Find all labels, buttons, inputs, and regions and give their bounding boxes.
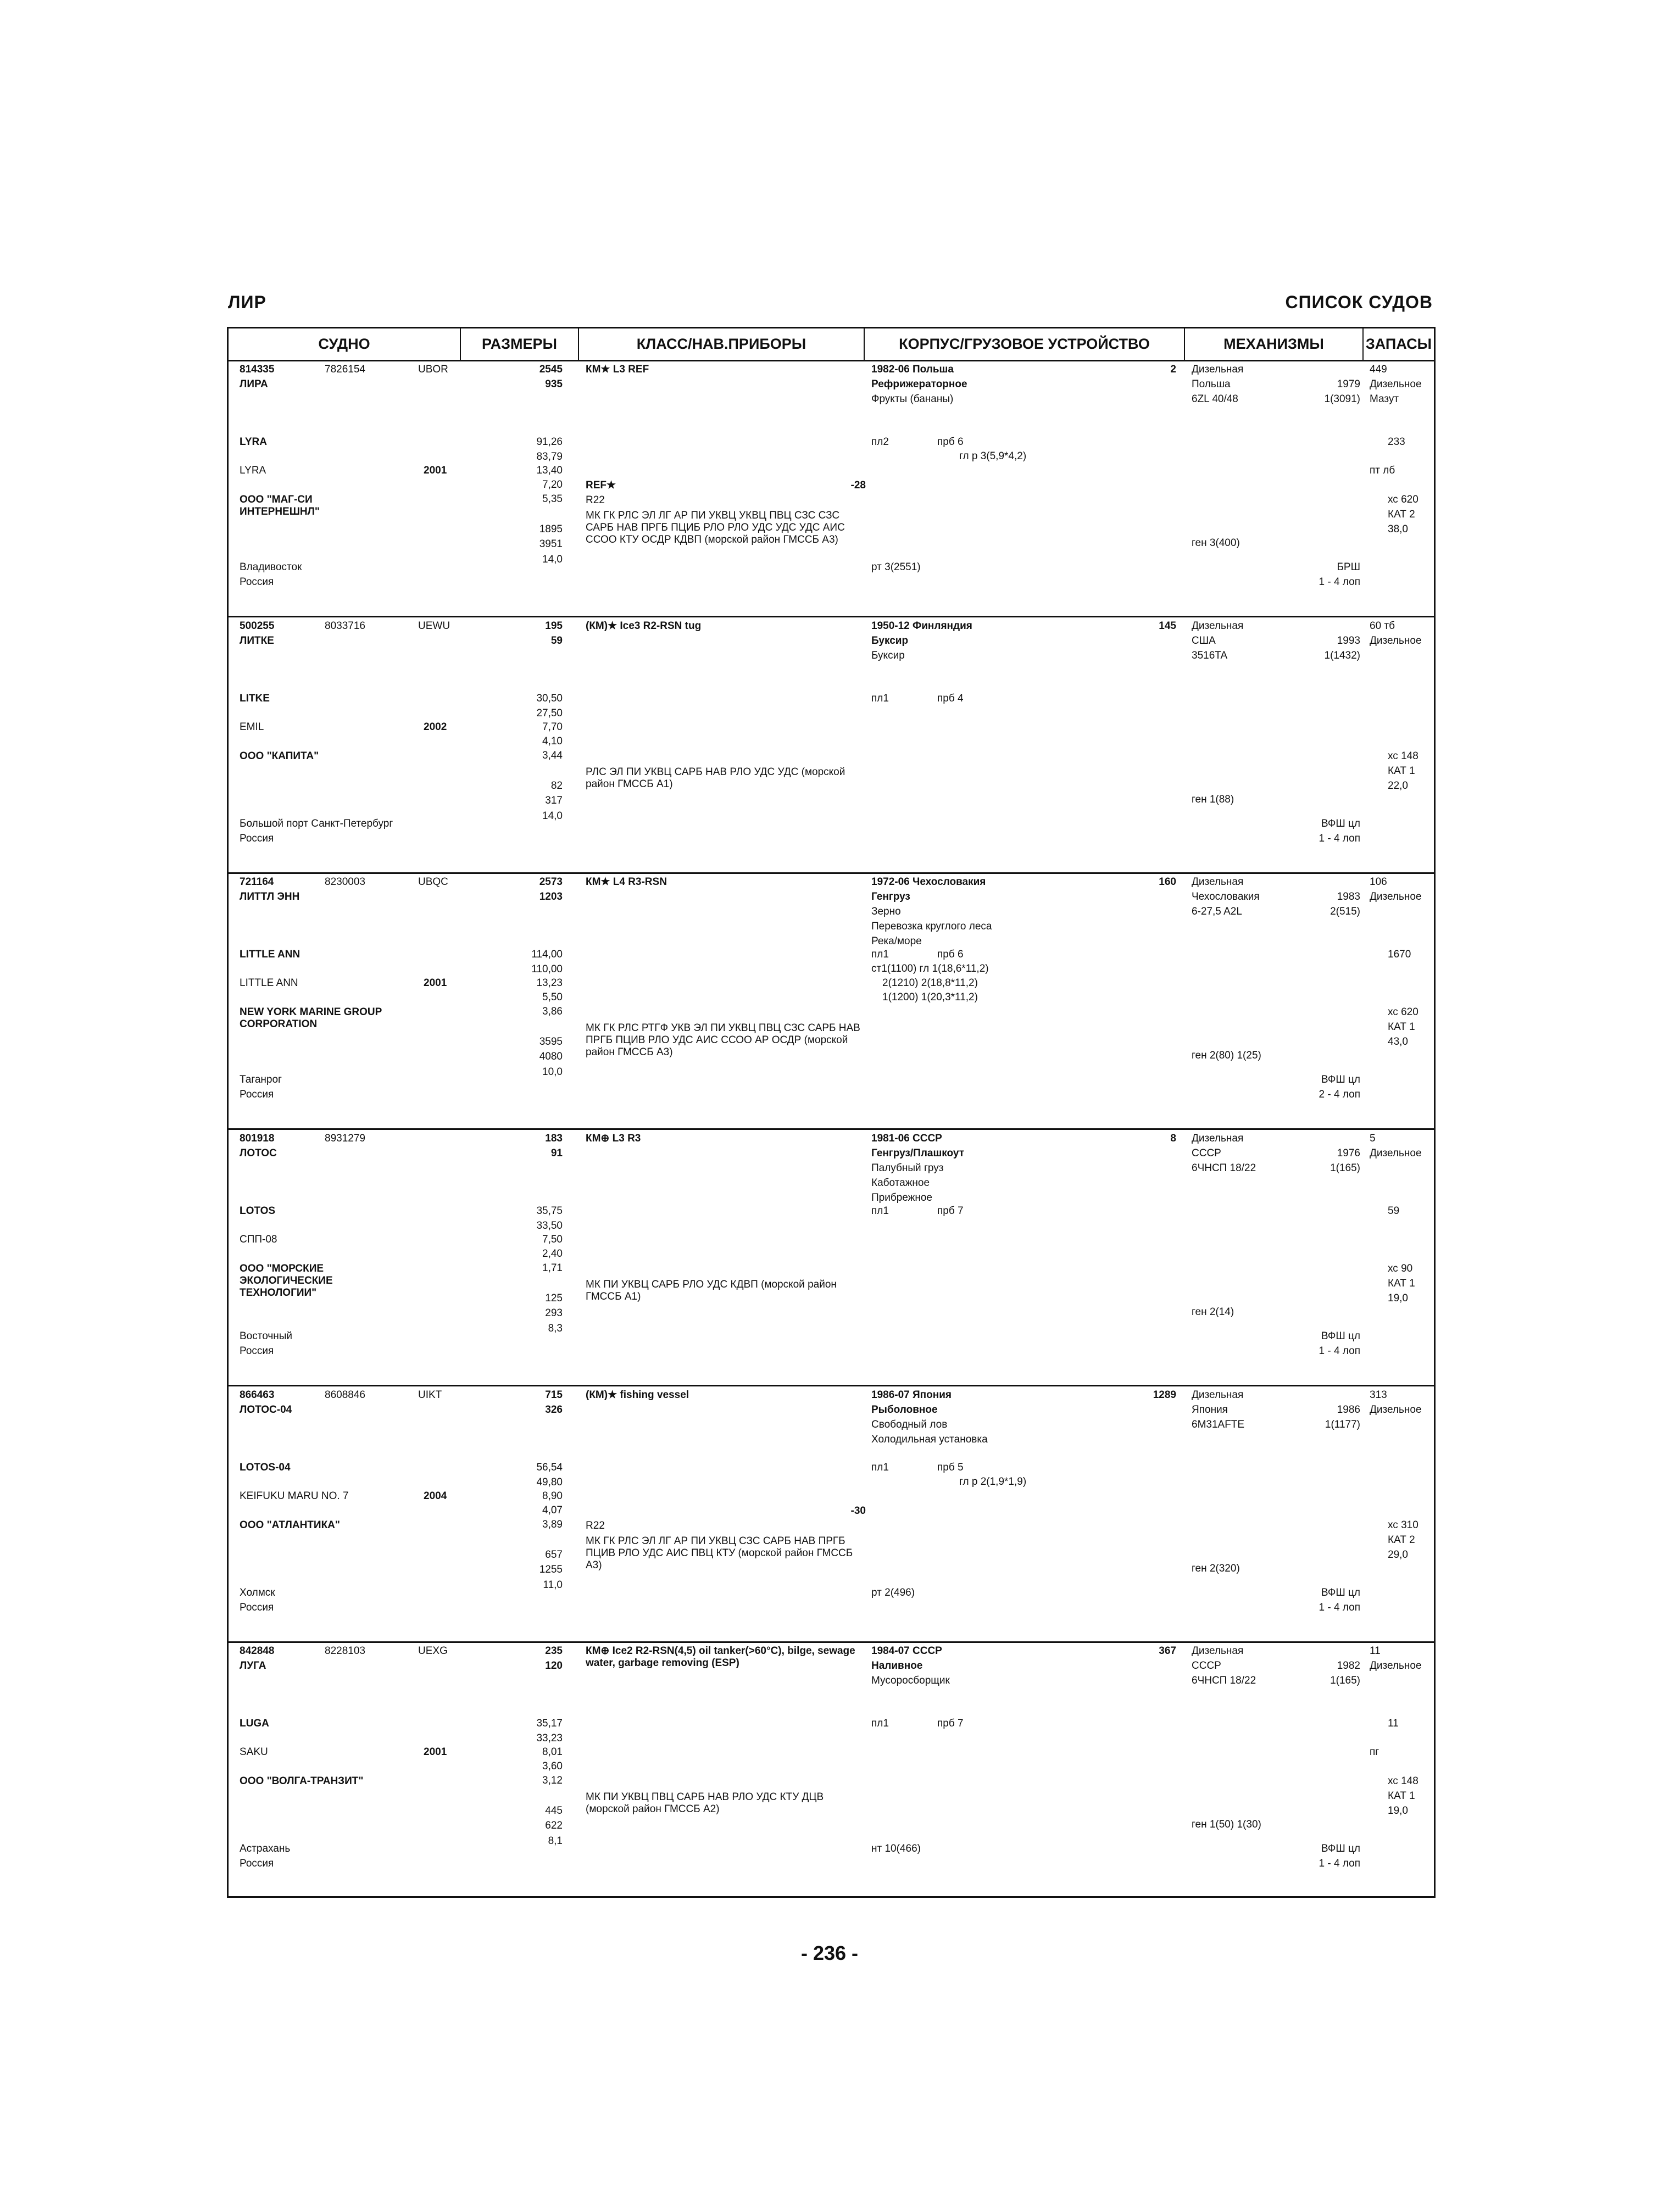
hull-build-date: 1981-06 СССР — [871, 1133, 942, 1144]
dim-value: 33,50 — [536, 1220, 563, 1232]
propeller-blades: 1 - 4 лоп — [1319, 833, 1360, 844]
hull-derricks: рт 3(2551) — [871, 561, 921, 573]
hull-type: Буксир — [871, 635, 909, 647]
stores-refrigeration: хс 148 — [1388, 1775, 1418, 1787]
hull-build-date: 1982-06 Польша — [871, 364, 954, 375]
ship-change-year: 2004 — [424, 1490, 447, 1502]
ship-latin-name: LOTOS — [240, 1205, 276, 1217]
ship-reg-number: 721164 — [240, 876, 274, 888]
ship-port: Холмск — [240, 1587, 275, 1598]
dim-value: 8,01 — [542, 1746, 563, 1758]
stores-speed: 22,0 — [1388, 780, 1408, 792]
hull-bulkheads: прб 5 — [937, 1462, 964, 1473]
ship-latin-name: LOTOS-04 — [240, 1462, 291, 1473]
hull-cargo: Мусоросборщик — [871, 1675, 950, 1686]
ship-register-table — [227, 327, 1436, 1898]
dim-capacity: 8,3 — [548, 1323, 563, 1334]
stores-fuel-type: Дизельное — [1370, 1147, 1422, 1159]
dim-value: 35,75 — [536, 1205, 563, 1217]
hull-build-number: 2 — [1170, 364, 1176, 375]
hull-build-date: 1972-06 Чехословакия — [871, 876, 986, 888]
stores-fuel-type: Дизельное — [1370, 635, 1422, 647]
ship-reg-number: 842848 — [240, 1645, 275, 1657]
hull-build-number: 8 — [1170, 1133, 1176, 1144]
dim-value: 8,90 — [542, 1490, 563, 1502]
dim-value: 30,50 — [536, 693, 563, 704]
hull-decks: пл1 — [871, 1718, 889, 1729]
engine-model: 6M31AFTE — [1192, 1419, 1245, 1430]
class-ref-notation: REF★ — [586, 480, 616, 491]
dim-capacity: 4080 — [539, 1051, 563, 1062]
hull-holds-3: 1(1200) 1(20,3*11,2) — [882, 991, 978, 1003]
column-header-dimensions: РАЗМЕРЫ — [461, 328, 579, 360]
ship-record — [229, 874, 1434, 1130]
ship-name: ЛОТОС — [240, 1147, 277, 1159]
column-header-machinery: МЕХАНИЗМЫ — [1185, 328, 1364, 360]
ship-imo-number: 7826154 — [325, 364, 365, 375]
dim-gross-tonnage: 235 — [545, 1645, 563, 1657]
engine-type: Дизельная — [1192, 620, 1244, 632]
generators: ген 2(320) — [1192, 1563, 1240, 1574]
engine-power: 1(1432) — [1324, 650, 1360, 661]
dim-value: 35,17 — [536, 1718, 563, 1729]
propeller-blades: 2 - 4 лоп — [1319, 1089, 1360, 1100]
dim-capacity: 14,0 — [542, 554, 563, 565]
class-refrigerant: R22 — [586, 1520, 605, 1531]
stores-note: пг — [1370, 1746, 1379, 1758]
stores-speed: 29,0 — [1388, 1549, 1408, 1561]
ship-call-sign: UBOR — [418, 364, 448, 375]
ship-name: ЛИТТЛ ЭНН — [240, 891, 300, 903]
stores-fuel-grade: Мазут — [1370, 393, 1399, 405]
dim-value: 3,44 — [542, 750, 563, 761]
ship-record — [229, 361, 1434, 617]
engine-year: 1983 — [1337, 891, 1360, 903]
generators: ген 1(50) 1(30) — [1192, 1819, 1261, 1830]
hull-bulkheads: прб 4 — [937, 693, 964, 704]
ship-country: Россия — [240, 1602, 274, 1613]
ship-owner: ООО "КАПИТА" — [240, 750, 319, 762]
engine-country: Польша — [1192, 378, 1231, 390]
dim-capacity: 3951 — [539, 538, 563, 550]
stores-fuel-type: Дизельное — [1370, 1404, 1422, 1416]
hull-type: Рыболовное — [871, 1404, 938, 1416]
hull-type: Генгруз — [871, 891, 910, 903]
engine-year: 1979 — [1337, 378, 1360, 390]
stores-refrigeration: хс 310 — [1388, 1519, 1418, 1531]
hull-cargo-note: Холодильная установка — [871, 1434, 988, 1445]
dim-capacity: 10,0 — [542, 1066, 563, 1078]
engine-year: 1976 — [1337, 1147, 1360, 1159]
dim-value: 91,26 — [536, 436, 563, 448]
ship-record — [229, 1130, 1434, 1386]
engine-year: 1982 — [1337, 1660, 1360, 1672]
ship-imo-number: 8931279 — [325, 1133, 365, 1144]
dim-capacity: 8,1 — [548, 1835, 563, 1847]
dim-net-tonnage: 59 — [550, 635, 563, 647]
engine-year: 1986 — [1337, 1404, 1360, 1416]
hull-cargo-note: Перевозка круглого леса — [871, 921, 992, 932]
ship-call-sign: UBQC — [418, 876, 448, 888]
stores-category: КАТ 1 — [1388, 1278, 1415, 1289]
nav-equipment: МК ПИ УКВЦ ПВЦ САРБ НАВ РЛО УДС КТУ ДЦВ (морской район ГМССБ А2) — [586, 1791, 824, 1815]
ship-port: Восточный — [240, 1330, 293, 1342]
dim-value: 33,23 — [536, 1733, 563, 1744]
hull-bulkheads: прб 7 — [937, 1718, 964, 1729]
dim-value: 2,40 — [542, 1248, 563, 1260]
engine-power: 1(165) — [1330, 1675, 1360, 1686]
hull-build-date: 1950-12 Финляндия — [871, 620, 972, 632]
dim-capacity: 445 — [545, 1805, 563, 1817]
propeller-type: БРШ — [1337, 561, 1360, 573]
dim-value: 7,70 — [542, 721, 563, 733]
hull-build-date: 1984-07 СССР — [871, 1645, 942, 1657]
stores-speed: 19,0 — [1388, 1293, 1408, 1304]
engine-model: 6ZL 40/48 — [1192, 393, 1238, 405]
propeller-type: ВФШ цл — [1321, 818, 1360, 829]
nav-equipment: МК ПИ УКВЦ САРБ РЛО УДС КДВП (морской район ГМССБ А1) — [586, 1279, 837, 1302]
hull-hatches: гл р 2(1,9*1,9) — [959, 1476, 1027, 1488]
ship-name: ЛОТОС-04 — [240, 1404, 292, 1416]
stores-category: КАТ 1 — [1388, 1790, 1415, 1802]
hull-derricks: нт 10(466) — [871, 1843, 921, 1854]
ship-record — [229, 1643, 1434, 1899]
dim-net-tonnage: 1203 — [539, 891, 563, 903]
ship-name: ЛИТКЕ — [240, 635, 274, 647]
stores-refrigeration: хс 620 — [1388, 494, 1418, 505]
propeller-type: ВФШ цл — [1321, 1587, 1360, 1598]
nav-equipment: РЛС ЭЛ ПИ УКВЦ САРБ НАВ РЛО УДС УДС (морской район ГМССБ А1) — [586, 766, 845, 790]
dim-capacity: 3595 — [539, 1036, 563, 1048]
stores-fuel-amount: 106 — [1370, 876, 1387, 888]
ship-name: ЛУГА — [240, 1660, 266, 1672]
ship-owner: ООО "ВОЛГА-ТРАНЗИТ" — [240, 1775, 364, 1787]
ship-owner: ООО "МАГ-СИ ИНТЕРНЕШНЛ" — [240, 494, 320, 517]
dim-value: 27,50 — [536, 708, 563, 719]
dim-value: 4,07 — [542, 1505, 563, 1516]
column-header-row — [229, 328, 1434, 361]
dim-value: 49,80 — [536, 1477, 563, 1488]
engine-year: 1993 — [1337, 635, 1360, 647]
class-notation: КМ★ L4 R3-RSN — [586, 876, 667, 888]
hull-decks: пл1 — [871, 1462, 889, 1473]
nav-equipment: МК ГК РЛС ЭЛ ЛГ АР ПИ УКВЦ УКВЦ ПВЦ СЗС СЗС САРБ НАВ ПРГБ ПЦИБ РЛО РЛО УДС УДС УДС АИС ССОО КТУ ОСДР КДВП (морской район ГМССБ А3) — [586, 510, 845, 545]
generators: ген 3(400) — [1192, 537, 1240, 549]
ship-latin-name: LYRA — [240, 436, 267, 448]
dim-value: 110,00 — [531, 963, 563, 975]
dim-capacity: 125 — [545, 1293, 563, 1304]
hull-build-number: 367 — [1159, 1645, 1176, 1657]
ship-previous-name: СПП-08 — [240, 1234, 277, 1245]
dim-net-tonnage: 120 — [545, 1660, 563, 1672]
hull-decks: пл1 — [871, 693, 889, 704]
engine-type: Дизельная — [1192, 364, 1244, 375]
dim-value: 4,10 — [542, 736, 563, 747]
nav-equipment: МК ГК РЛС РТГФ УКВ ЭЛ ПИ УКВЦ ПВЦ СЗС САРБ НАВ ПРГБ ПЦИВ РЛО УДС АИС ССОО АР ОСДР (морской район ГМССБ А3) — [586, 1022, 860, 1058]
dim-capacity: 317 — [545, 795, 563, 806]
hull-build-date: 1986-07 Япония — [871, 1389, 952, 1401]
stores-fuel-type: Дизельное — [1370, 378, 1422, 390]
hull-build-number: 145 — [1159, 620, 1176, 632]
dim-value: 3,89 — [542, 1519, 563, 1530]
hull-type: Наливное — [871, 1660, 923, 1672]
stores-refrigeration: хс 90 — [1388, 1263, 1413, 1274]
ship-latin-name: LITTLE ANN — [240, 949, 301, 960]
dim-value: 114,00 — [531, 949, 563, 960]
engine-country: СССР — [1192, 1147, 1221, 1159]
stores-note: пт лб — [1370, 465, 1395, 476]
propeller-blades: 1 - 4 лоп — [1319, 1345, 1360, 1357]
engine-country: СССР — [1192, 1660, 1221, 1672]
ship-call-sign: UIKT — [418, 1389, 442, 1401]
dim-value: 5,50 — [542, 991, 563, 1003]
hull-type: Генгруз/Плашкоут — [871, 1147, 965, 1159]
stores-fuel-type: Дизельное — [1370, 1660, 1422, 1672]
ship-imo-number: 8228103 — [325, 1645, 365, 1657]
stores-category: КАТ 1 — [1388, 1021, 1415, 1033]
ship-owner: NEW YORK MARINE GROUP CORPORATION — [240, 1006, 382, 1030]
running-header-left: ЛИР — [228, 292, 266, 312]
column-header-stores: ЗАПАСЫ — [1365, 336, 1432, 352]
propeller-blades: 1 - 4 лоп — [1319, 1858, 1360, 1869]
ship-previous-name: SAKU — [240, 1746, 268, 1758]
ship-previous-name: KEIFUKU MARU NO. 7 — [240, 1490, 349, 1502]
generators: ген 2(14) — [1192, 1306, 1234, 1318]
hull-cargo: Буксир — [871, 650, 905, 661]
ship-owner: ООО "МОРСКИЕ ЭКОЛОГИЧЕСКИЕ ТЕХНОЛОГИИ" — [240, 1263, 333, 1299]
stores-water: 11 — [1388, 1718, 1399, 1729]
hull-navigation-area: Река/море — [871, 935, 922, 947]
hull-navigation-area: Прибрежное — [871, 1192, 932, 1204]
ship-name: ЛИРА — [240, 378, 268, 390]
stores-water: 233 — [1388, 436, 1405, 448]
stores-refrigeration: хс 148 — [1388, 750, 1418, 762]
ship-owner: ООО "АТЛАНТИКА" — [240, 1519, 340, 1531]
stores-water: 1670 — [1388, 949, 1411, 960]
class-refrigerant: R22 — [586, 494, 605, 506]
ship-previous-name: LITTLE ANN — [240, 977, 298, 989]
ship-record — [229, 618, 1434, 874]
engine-country: США — [1192, 635, 1216, 647]
hull-cargo: Зерно — [871, 906, 901, 917]
ship-country: Россия — [240, 1858, 274, 1869]
ship-reg-number: 814335 — [240, 364, 275, 375]
dim-value: 3,60 — [542, 1761, 563, 1772]
dim-capacity: 82 — [550, 780, 563, 792]
dim-value: 5,35 — [542, 493, 563, 505]
ship-record — [229, 1387, 1434, 1643]
dim-gross-tonnage: 715 — [545, 1389, 563, 1401]
dim-capacity: 1255 — [539, 1564, 563, 1575]
engine-power: 1(3091) — [1324, 393, 1360, 405]
dim-net-tonnage: 91 — [550, 1147, 563, 1159]
hull-cargo: Свободный лов — [871, 1419, 948, 1430]
stores-speed: 43,0 — [1388, 1036, 1408, 1048]
hull-type: Рефрижераторное — [871, 378, 967, 390]
class-notation: КМ⊕ L3 R3 — [586, 1133, 641, 1144]
ship-port: Таганрог — [240, 1074, 282, 1085]
dim-gross-tonnage: 2573 — [539, 876, 563, 888]
ship-reg-number: 801918 — [240, 1133, 275, 1144]
engine-power: 2(515) — [1330, 906, 1360, 917]
ship-imo-number: 8608846 — [325, 1389, 365, 1401]
engine-country: Чехословакия — [1192, 891, 1260, 903]
engine-power: 1(1177) — [1325, 1419, 1360, 1430]
ship-country: Россия — [240, 576, 274, 588]
ship-country: Россия — [240, 833, 274, 844]
column-header-hull: КОРПУС/ГРУЗОВОЕ УСТРОЙСТВО — [865, 328, 1185, 360]
ship-port: Астрахань — [240, 1843, 291, 1854]
hull-cargo: Фрукты (бананы) — [871, 393, 954, 405]
hull-build-number: 160 — [1159, 876, 1176, 888]
propeller-type: ВФШ цл — [1321, 1843, 1360, 1854]
class-notation: КМ★ L3 REF — [586, 364, 649, 375]
stores-category: КАТ 2 — [1388, 509, 1415, 520]
ship-imo-number: 8033716 — [325, 620, 365, 632]
stores-fuel-amount: 5 — [1370, 1133, 1376, 1144]
stores-fuel-amount: 11 — [1370, 1645, 1381, 1657]
dim-value: 7,50 — [542, 1234, 563, 1245]
column-header-vessel: СУДНО — [229, 328, 461, 360]
hull-bulkheads: прб 7 — [937, 1205, 964, 1217]
ship-port: Большой порт Санкт-Петербург — [240, 818, 393, 829]
dim-value: 13,40 — [536, 465, 563, 476]
engine-type: Дизельная — [1192, 876, 1244, 888]
ship-country: Россия — [240, 1345, 274, 1357]
engine-model: 6-27,5 A2L — [1192, 906, 1242, 917]
ship-imo-number: 8230003 — [325, 876, 365, 888]
ship-change-year: 2002 — [424, 721, 447, 733]
column-header-class: КЛАСС/НАВ.ПРИБОРЫ — [579, 328, 865, 360]
ship-previous-name: LYRA — [240, 465, 266, 476]
stores-fuel-amount: 60 тб — [1370, 620, 1395, 632]
hull-decks: пл1 — [871, 1205, 889, 1217]
stores-category: КАТ 1 — [1388, 765, 1415, 777]
stores-fuel-type: Дизельное — [1370, 891, 1422, 903]
ship-call-sign: UEWU — [418, 620, 450, 632]
hull-holds-1: ст1(1100) гл 1(18,6*11,2) — [871, 963, 989, 974]
stores-refrigeration: хс 620 — [1388, 1006, 1418, 1018]
dim-capacity: 657 — [545, 1549, 563, 1561]
hull-bulkheads: прб 6 — [937, 949, 964, 960]
class-notation: (КМ)★ fishing vessel — [586, 1389, 689, 1401]
engine-type: Дизельная — [1192, 1133, 1244, 1144]
dim-gross-tonnage: 183 — [545, 1133, 563, 1144]
hull-cargo-note: Каботажное — [871, 1177, 930, 1189]
ship-change-year: 2001 — [424, 1746, 447, 1758]
hull-decks: пл1 — [871, 949, 889, 960]
dim-capacity: 14,0 — [542, 810, 563, 822]
ship-change-year: 2001 — [424, 977, 447, 989]
engine-country: Япония — [1192, 1404, 1228, 1416]
dim-net-tonnage: 326 — [545, 1404, 563, 1416]
dim-value: 13,23 — [536, 977, 563, 989]
ship-latin-name: LUGA — [240, 1718, 269, 1729]
ship-change-year: 2001 — [424, 465, 447, 476]
propeller-blades: 1 - 4 лоп — [1319, 576, 1360, 588]
engine-model: 3516TA — [1192, 650, 1228, 661]
dim-gross-tonnage: 2545 — [539, 364, 563, 375]
hull-build-number: 1289 — [1153, 1389, 1176, 1401]
propeller-type: ВФШ цл — [1321, 1330, 1360, 1342]
engine-model: 6ЧНСП 18/22 — [1192, 1675, 1256, 1686]
dim-value: 1,71 — [542, 1262, 563, 1274]
generators: ген 1(88) — [1192, 794, 1234, 805]
dim-capacity: 622 — [545, 1820, 563, 1831]
dim-capacity: 1895 — [539, 523, 563, 535]
ship-previous-name: EMIL — [240, 721, 264, 733]
stores-speed: 38,0 — [1388, 523, 1408, 535]
nav-equipment: МК ГК РЛС ЭЛ ЛГ АР ПИ УКВЦ СЗС САРБ НАВ ПРГБ ПЦИВ РЛО УДС АИС ПВЦ КТУ (морской район ГМССБ А3) — [586, 1535, 853, 1571]
ship-reg-number: 500255 — [240, 620, 275, 632]
dim-value: 83,79 — [536, 451, 563, 463]
stores-fuel-amount: 449 — [1370, 364, 1387, 375]
dim-value: 3,12 — [542, 1775, 563, 1786]
dim-net-tonnage: 935 — [545, 378, 563, 390]
stores-fuel-amount: 313 — [1370, 1389, 1387, 1401]
engine-model: 6ЧНСП 18/22 — [1192, 1162, 1256, 1174]
ship-call-sign: UEXG — [418, 1645, 448, 1657]
dim-value: 56,54 — [536, 1462, 563, 1473]
class-ref-temperature: -28 — [850, 480, 866, 491]
stores-speed: 19,0 — [1388, 1805, 1408, 1817]
class-notation: КМ⊕ Ice2 R2-RSN(4,5) oil tanker(>60°C), bilge, sewage water, garbage removing (ESP) — [586, 1645, 855, 1669]
generators: ген 2(80) 1(25) — [1192, 1050, 1261, 1061]
engine-power: 1(165) — [1330, 1162, 1360, 1174]
hull-cargo: Палубный груз — [871, 1162, 944, 1174]
stores-water: 59 — [1388, 1205, 1400, 1217]
engine-type: Дизельная — [1192, 1645, 1244, 1657]
stores-category: КАТ 2 — [1388, 1534, 1415, 1546]
propeller-type: ВФШ цл — [1321, 1074, 1360, 1085]
hull-decks: пл2 — [871, 436, 889, 448]
ship-country: Россия — [240, 1089, 274, 1100]
dim-value: 3,86 — [542, 1006, 563, 1017]
ship-latin-name: LITKE — [240, 693, 270, 704]
class-ref-temperature: -30 — [850, 1505, 866, 1517]
hull-derricks: рт 2(496) — [871, 1587, 915, 1598]
engine-type: Дизельная — [1192, 1389, 1244, 1401]
dim-capacity: 11,0 — [543, 1579, 563, 1591]
hull-holds-2: 2(1210) 2(18,8*11,2) — [882, 977, 978, 989]
running-header-right: СПИСОК СУДОВ — [1285, 292, 1433, 312]
propeller-blades: 1 - 4 лоп — [1319, 1602, 1360, 1613]
class-notation: (КМ)★ Ice3 R2-RSN tug — [586, 620, 702, 632]
ship-port: Владивосток — [240, 561, 302, 573]
ship-reg-number: 866463 — [240, 1389, 275, 1401]
dim-gross-tonnage: 195 — [545, 620, 563, 632]
hull-bulkheads: прб 6 — [937, 436, 964, 448]
dim-capacity: 293 — [545, 1307, 563, 1319]
page-number: - 236 - — [800, 1942, 859, 1964]
hull-hatches: гл р 3(5,9*4,2) — [959, 450, 1027, 462]
dim-value: 7,20 — [542, 479, 563, 491]
